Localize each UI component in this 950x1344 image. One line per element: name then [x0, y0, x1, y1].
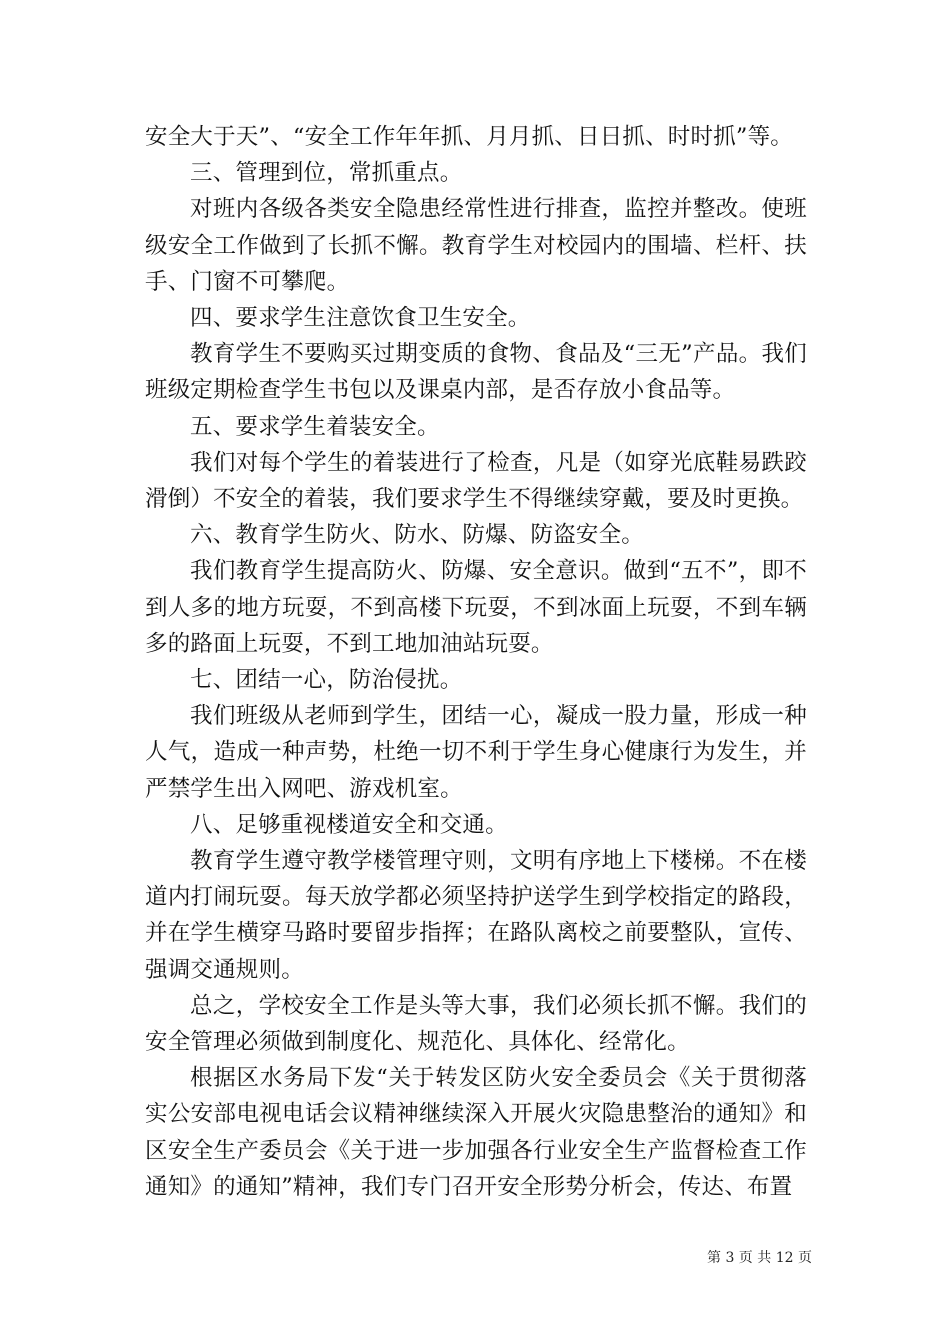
paragraph-11: 我们班级从老师到学生，团结一心，凝成一股力量，形成一种人气，造成一种声势，杜绝一切不利于学生身心健康行为发生，并严禁学生出入网吧、游戏机室。: [145, 703, 807, 802]
section-heading-5: 五、要求学生着装安全。: [190, 413, 440, 440]
paragraph-7: 我们对每个学生的着装进行了检查，凡是（如穿光底鞋易跌跤滑倒）不安全的着装，我们要求学生不得继续穿戴，要及时更换。: [145, 449, 807, 513]
section-heading-8: 八、足够重视楼道安全和交通。: [190, 811, 508, 838]
section-heading-3: 三、管理到位，常抓重点。: [190, 160, 463, 187]
document-body: [145, 119, 807, 1205]
section-heading-7: 七、团结一心，防治侵扰。: [190, 667, 463, 694]
paragraph-summary: 总之，学校安全工作是头等大事，我们必须长抓不懈。我们的安全管理必须做到制度化、规范化、具体化、经常化。: [145, 992, 807, 1056]
paragraph-5: 教育学生不要购买过期变质的食物、食品及“三无”产品。我们班级定期检查学生书包以及课桌内部，是否存放小食品等。: [145, 341, 807, 404]
page-number-footer: 第 3 页 共 12 页: [707, 1250, 812, 1266]
paragraph-1: 安全大于天”、“安全工作年年抓、月月抓、日日抓、时时抓”等。: [145, 124, 794, 150]
paragraph-15: 根据区水务局下发“关于转发区防火安全委员会《关于贯彻落实公安部电视电话会议精神继续深入开展火灾隐患整治的通知》和区安全生产委员会《关于进一步加强各行业安全生产监督检查工作通知》的通知”精神，我们专门召开安全形势分析会，传达、布置: [145, 1065, 807, 1200]
section-heading-4: 四、要求学生注意饮食卫生安全。: [190, 305, 531, 332]
section-heading-6: 六、教育学生防火、防水、防爆、防盗安全。: [190, 522, 645, 549]
paragraph-13: 教育学生遵守教学楼管理守则，文明有序地上下楼梯。不在楼道内打闹玩耍。每天放学都必须坚持护送学生到学校指定的路段，并在学生横穿马路时要留步指挥；在路队离校之前要整队，宣传、强调交通规则。: [145, 848, 807, 983]
paragraph-3: 对班内各级各类安全隐患经常性进行排查，监控并整改。使班级安全工作做到了长抓不懈。教育学生对校园内的围墙、栏杆、扶手、门窗不可攀爬。: [145, 196, 807, 295]
paragraph-9: 我们教育学生提高防火、防爆、安全意识。做到“五不”，即不到人多的地方玩耍，不到高楼下玩耍，不到冰面上玩耍，不到车辆多的路面上玩耍，不到工地加油站玩耍。: [145, 558, 807, 657]
